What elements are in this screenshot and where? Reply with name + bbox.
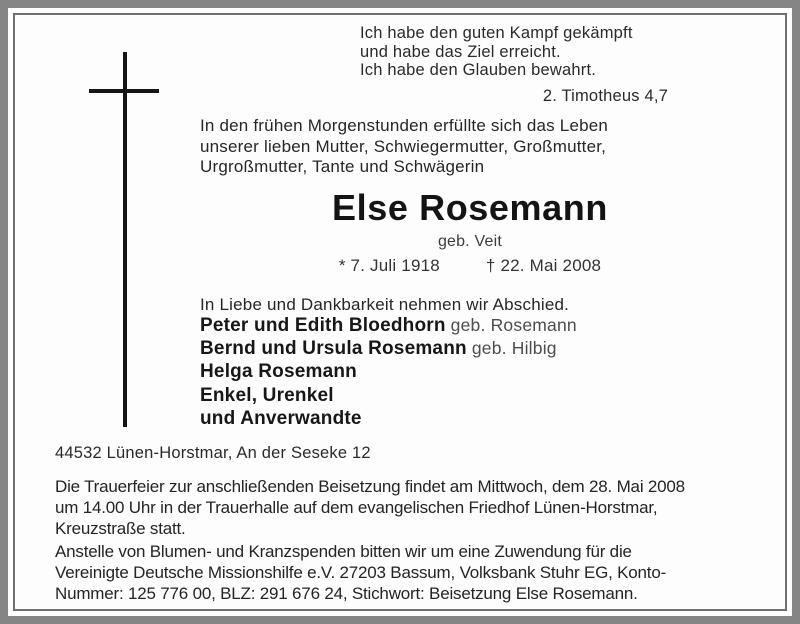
deceased-name: Else Rosemann: [332, 187, 608, 228]
cross-horizontal-bar: [89, 89, 159, 93]
birth-date: * 7. Juli 1918: [338, 256, 440, 275]
mourner-maiden-name: geb. Hilbig: [471, 338, 557, 359]
mourner-name: Peter und Edith Bloedhorn: [200, 315, 446, 336]
deceased-block: [195, 188, 745, 276]
life-dates: [195, 256, 745, 276]
intro-text: [200, 116, 608, 178]
donation-request-line: Vereinigte Deutsche Missionshilfe e.V. 27203 Bassum, Volksbank Stuhr EG, Konto-: [55, 563, 667, 582]
mourners-list: [200, 314, 577, 430]
intro-line: unserer lieben Mutter, Schwiegermutter, Großmutter,: [200, 136, 607, 156]
mourner-row: [200, 384, 577, 407]
quote-attribution: 2. Timotheus 4,7: [542, 86, 668, 105]
mourner-row: [200, 360, 577, 383]
mourner-row: [200, 337, 577, 360]
intro-line: In den frühen Morgenstunden erfüllte sich das Leben: [200, 116, 609, 135]
death-date: † 22. Mai 2008: [485, 256, 602, 275]
donation-request: [55, 541, 666, 604]
mourner-maiden-name: geb. Rosemann: [450, 315, 577, 335]
obituary-sheet: [8, 8, 792, 616]
farewell-text: In Liebe und Dankbarkeit nehmen wir Abschied.: [200, 295, 570, 314]
home-address: 44532 Lünen-Horstmar, An der Seseke 12: [55, 444, 371, 462]
mourner-name: Enkel, Urenkel: [200, 384, 334, 406]
cross-vertical-bar: [123, 52, 127, 427]
bible-quote: [360, 24, 694, 105]
mourner-name: Bernd und Ursula Rosemann: [200, 338, 467, 360]
donation-request-line: Nummer: 125 776 00, BLZ: 291 676 24, Stichwort: Beisetzung Else Rosemann.: [55, 584, 638, 603]
funeral-details-line: um 14.00 Uhr in der Trauerhalle auf dem evangelischen Friedhof Lünen-Horstmar,: [55, 498, 658, 517]
quote-line: und habe das Ziel erreicht.: [360, 42, 561, 61]
donation-request-line: Anstelle von Blumen- und Kranzspenden bitten wir um eine Zuwendung für die: [55, 542, 632, 561]
quote-line: Ich habe den Glauben bewahrt.: [360, 61, 597, 79]
funeral-details: [55, 476, 685, 539]
maiden-name: geb. Veit: [437, 233, 503, 250]
mourner-row: [200, 407, 577, 430]
intro-line: Urgroßmutter, Tante und Schwägerin: [200, 157, 485, 176]
mourner-name: Helga Rosemann: [200, 361, 357, 383]
mourner-row: [200, 314, 577, 337]
funeral-details-line: Die Trauerfeier zur anschließenden Beisetzung findet am Mittwoch, dem 28. Mai 2008: [55, 477, 685, 496]
funeral-details-line: Kreuzstraße statt.: [55, 519, 186, 538]
obituary-content: [8, 8, 792, 616]
quote-line: Ich habe den guten Kampf gekämpft: [360, 24, 633, 42]
mourner-name: und Anverwandte: [200, 407, 362, 429]
